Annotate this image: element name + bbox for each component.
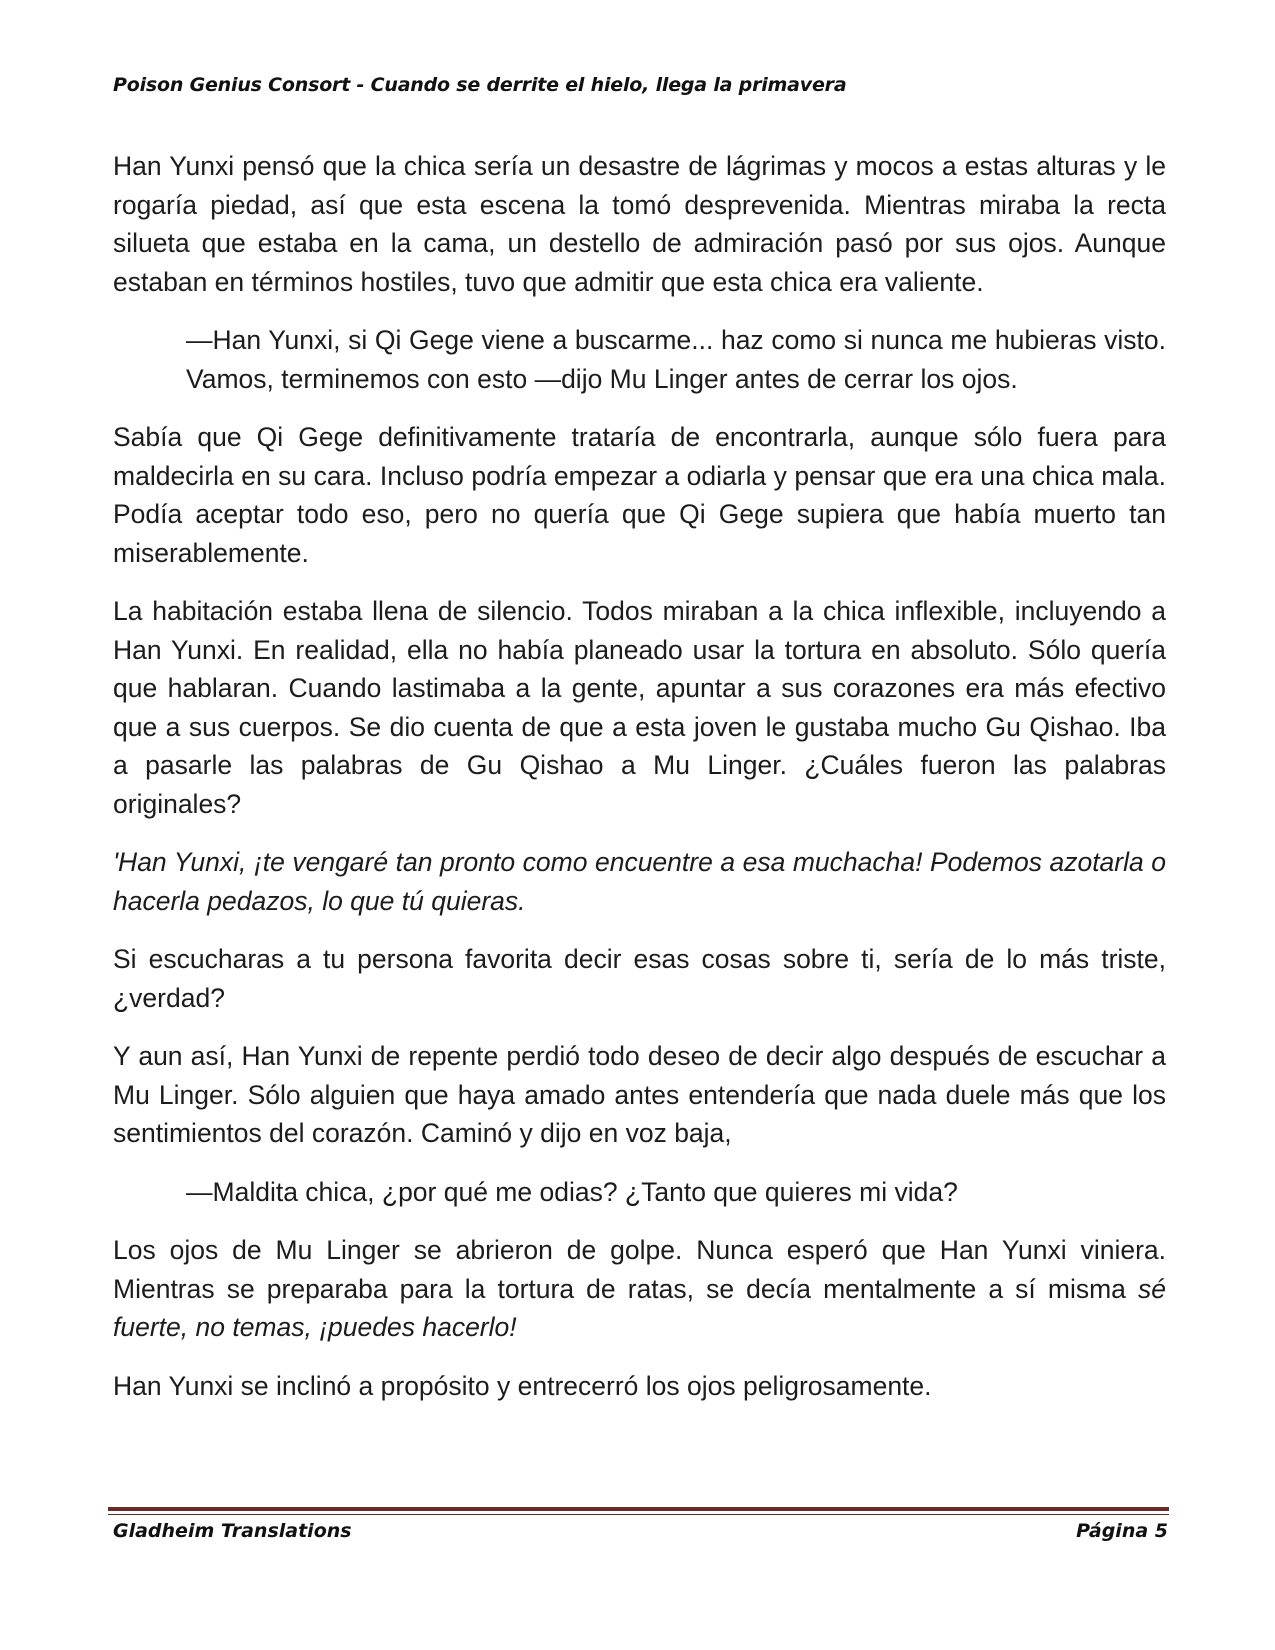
footer-page-number: Página 5: [1076, 1520, 1168, 1542]
paragraph-6: Si escucharas a tu persona favorita decir esas cosas sobre ti, sería de lo más triste, ¿verdad?: [113, 944, 1166, 1013]
paragraph-9: [113, 1231, 1166, 1347]
footer-translator-credit: Gladheim Translations: [113, 1520, 352, 1542]
paragraph-3: Sabía que Qi Gege definitivamente trataría de encontrarla, aunque sólo fuera para maldecirla en su cara. Incluso podría empezar a odiarla y pensar que era una chica mala. Podía aceptar todo eso, pero no quería que Qi Gege supiera que había muerto tan miserablemente.: [113, 422, 1166, 568]
quote-paragraph-5: 'Han Yunxi, ¡te vengaré tan pronto como encuentre a esa muchacha! Podemos azotarla o hacerla pedazos, lo que tú quieras.: [113, 847, 1166, 916]
page-header-title: Poison Genius Consort - Cuando se derrite el hielo, llega la primavera: [113, 74, 847, 96]
paragraph-9-text: Los ojos de Mu Linger se abrieron de golpe. Nunca esperó que Han Yunxi viniera. Mientras se preparaba para la tortura de ratas, se decía mentalmente a sí misma: [113, 1235, 1166, 1304]
dialogue-paragraph-2: —Han Yunxi, si Qi Gege viene a buscarme... haz como si nunca me hubieras visto. Vamos, terminemos con esto —dijo Mu Linger antes de cerrar los ojos.: [186, 325, 1166, 394]
paragraph-10: Han Yunxi se inclinó a propósito y entrecerró los ojos peligrosamente.: [113, 1370, 932, 1401]
footer-divider-thin: [108, 1514, 1169, 1515]
paragraph-4: La habitación estaba llena de silencio. Todos miraban a la chica inflexible, incluyendo a Han Yunxi. En realidad, ella no había planeado usar la tortura en absoluto. Sólo quería que hablaran. Cuando lastimaba a la gente, apuntar a sus corazones era más efectivo que a sus cuerpos. Se dio cuenta de que a esta joven le gustaba mucho Gu Qishao. Iba a pasarle las palabras de Gu Qishao a Mu Linger. ¿Cuáles fueron las palabras originales?: [113, 596, 1166, 819]
footer-divider-thick: [108, 1507, 1169, 1511]
paragraph-9-italic-thought: sé fuerte, no temas, ¡puedes hacerlo!: [113, 1273, 1166, 1342]
document-body: [113, 147, 1166, 1425]
paragraph-1: Han Yunxi pensó que la chica sería un desastre de lágrimas y mocos a estas alturas y le rogaría piedad, así que esta escena la tomó desprevenida. Mientras miraba la recta silueta que estaba en la cama, un destello de admiración pasó por sus ojos. Aunque estaban en términos hostiles, tuvo que admitir que esta chica era valiente.: [113, 151, 1166, 297]
dialogue-paragraph-8: —Maldita chica, ¿por qué me odias? ¿Tanto que quieres mi vida?: [186, 1176, 958, 1207]
paragraph-7: Y aun así, Han Yunxi de repente perdió todo deseo de decir algo después de escuchar a Mu Linger. Sólo alguien que haya amado antes entendería que nada duele más que los sentimientos del corazón. Caminó y dijo en voz baja,: [113, 1041, 1166, 1148]
